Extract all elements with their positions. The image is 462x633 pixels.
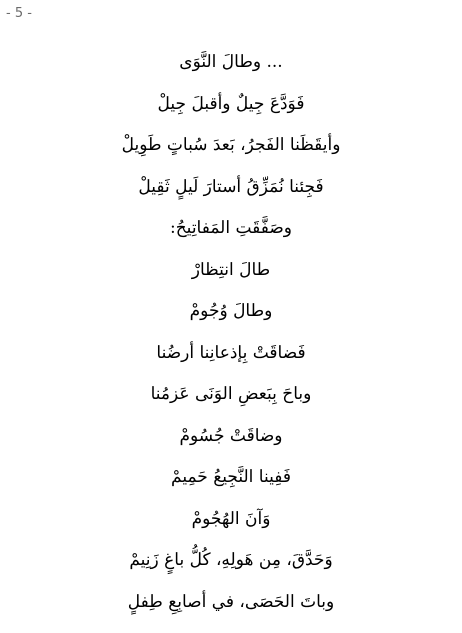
poem-line: وطالَ وُجُومْ — [189, 301, 273, 321]
poem-line: وَآنَ الهُجُومْ — [191, 508, 271, 529]
poem — [0, 42, 462, 623]
poem-line: وصَفَّقَتِ المَفاتِيحُ: — [169, 218, 292, 238]
poem-line: وَحَدَّقَ، مِن هَولِهِ، كُلُّ باغٍ زَنِيمْ — [129, 550, 333, 570]
poem-line: فَفِينا النَّجِيعُ حَمِيمْ — [171, 467, 291, 487]
poem-line: فَجِئنا نُمَزِّقُ أستارَ لَيلٍ ثَقِيلْ — [138, 176, 324, 197]
page-number: - 5 - — [6, 6, 32, 21]
poem-line: طالَ انتِظارْ — [191, 259, 271, 280]
poem-line: فَضاقَتْ بِإذعانِنا أرضُنا — [156, 342, 306, 363]
poem-line: وأيقَظَنا الفَجرُ، بَعدَ سُباتٍ طَوِيلْ — [121, 135, 341, 155]
poem-line: وباحَ بِبَعضِ الوَنَى عَزمُنا — [150, 384, 312, 404]
poem-line: وباتَ الحَصَى، في أصابِعِ طِفلٍ — [127, 591, 335, 612]
poem-line: فَوَدَّعَ جِيلٌ وأقبلَ جِيلْ — [157, 93, 305, 114]
poem-line: ... وطالَ النَّوَى — [179, 52, 283, 72]
poem-line: وضاقَتْ جُسُومْ — [179, 425, 283, 446]
